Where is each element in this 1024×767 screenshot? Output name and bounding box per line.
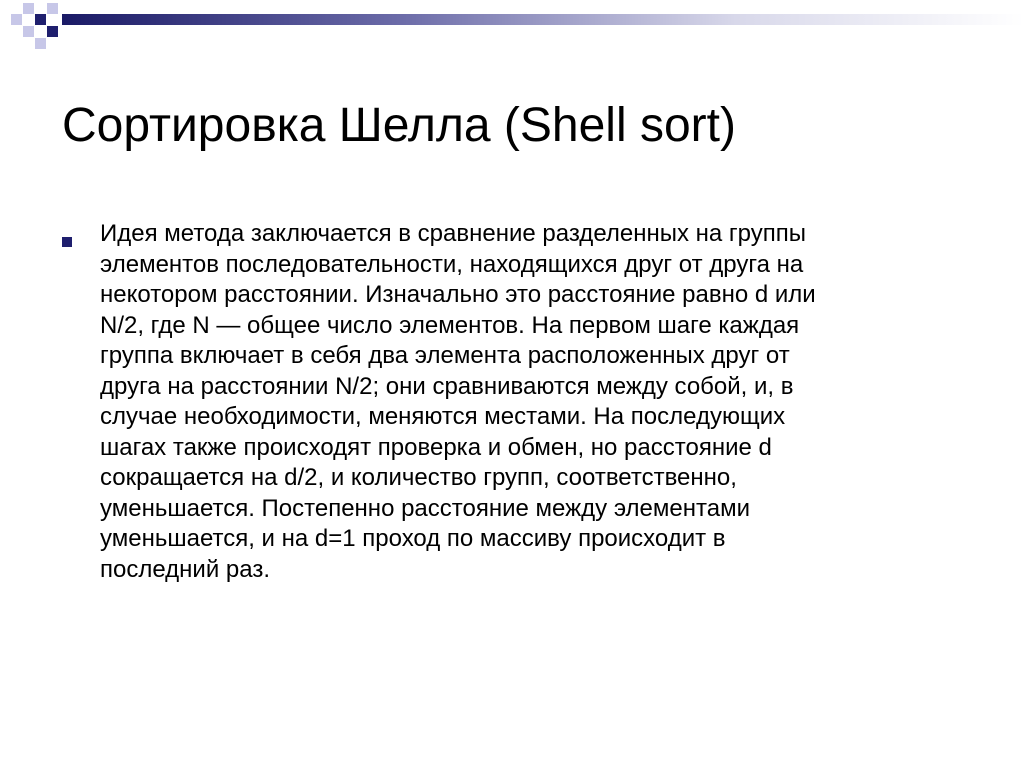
deco-square (47, 26, 58, 37)
square-bullet-icon (62, 237, 72, 247)
slide-title: Сортировка Шелла (Shell sort) (62, 99, 736, 152)
bullet-line: элементов последовательности, находящихся друг от друга на (100, 250, 804, 278)
bullet-line: сокращается на d/2, и количество групп, соответственно, (100, 464, 737, 491)
bullet-item (62, 219, 982, 585)
bullet-line: последний раз. (100, 555, 271, 583)
deco-square (23, 3, 34, 14)
deco-square (47, 3, 58, 14)
bullet-line: друга на расстоянии N/2; они сравниваются между собой, и, в (100, 372, 794, 400)
bullet-line: N/2, где N — общее число элементов. На первом шаге каждая (100, 311, 800, 339)
bullet-line: уменьшается, и на d=1 проход по массиву происходит в (100, 525, 726, 552)
deco-square (35, 38, 46, 49)
bullet-line: группа включает в себя два элемента расположенных друг от (100, 342, 790, 369)
bullet-line: случае необходимости, меняются местами. На последующих (100, 403, 786, 430)
bullet-line: некотором расстоянии. Изначально это расстояние равно d или (100, 281, 816, 308)
deco-square (23, 26, 34, 37)
top-gradient-band (62, 14, 1024, 25)
bullet-line: уменьшается. Постепенно расстояние между элементами (100, 494, 750, 522)
deco-square (35, 14, 46, 25)
deco-square (11, 14, 22, 25)
bullet-text (100, 219, 982, 585)
corner-decoration (0, 0, 80, 60)
bullet-line: шагах также происходят проверка и обмен, но расстояние d (100, 433, 772, 461)
bullet-line: Идея метода заключается в сравнение разделенных на группы (100, 220, 806, 247)
slide-body (62, 219, 982, 585)
